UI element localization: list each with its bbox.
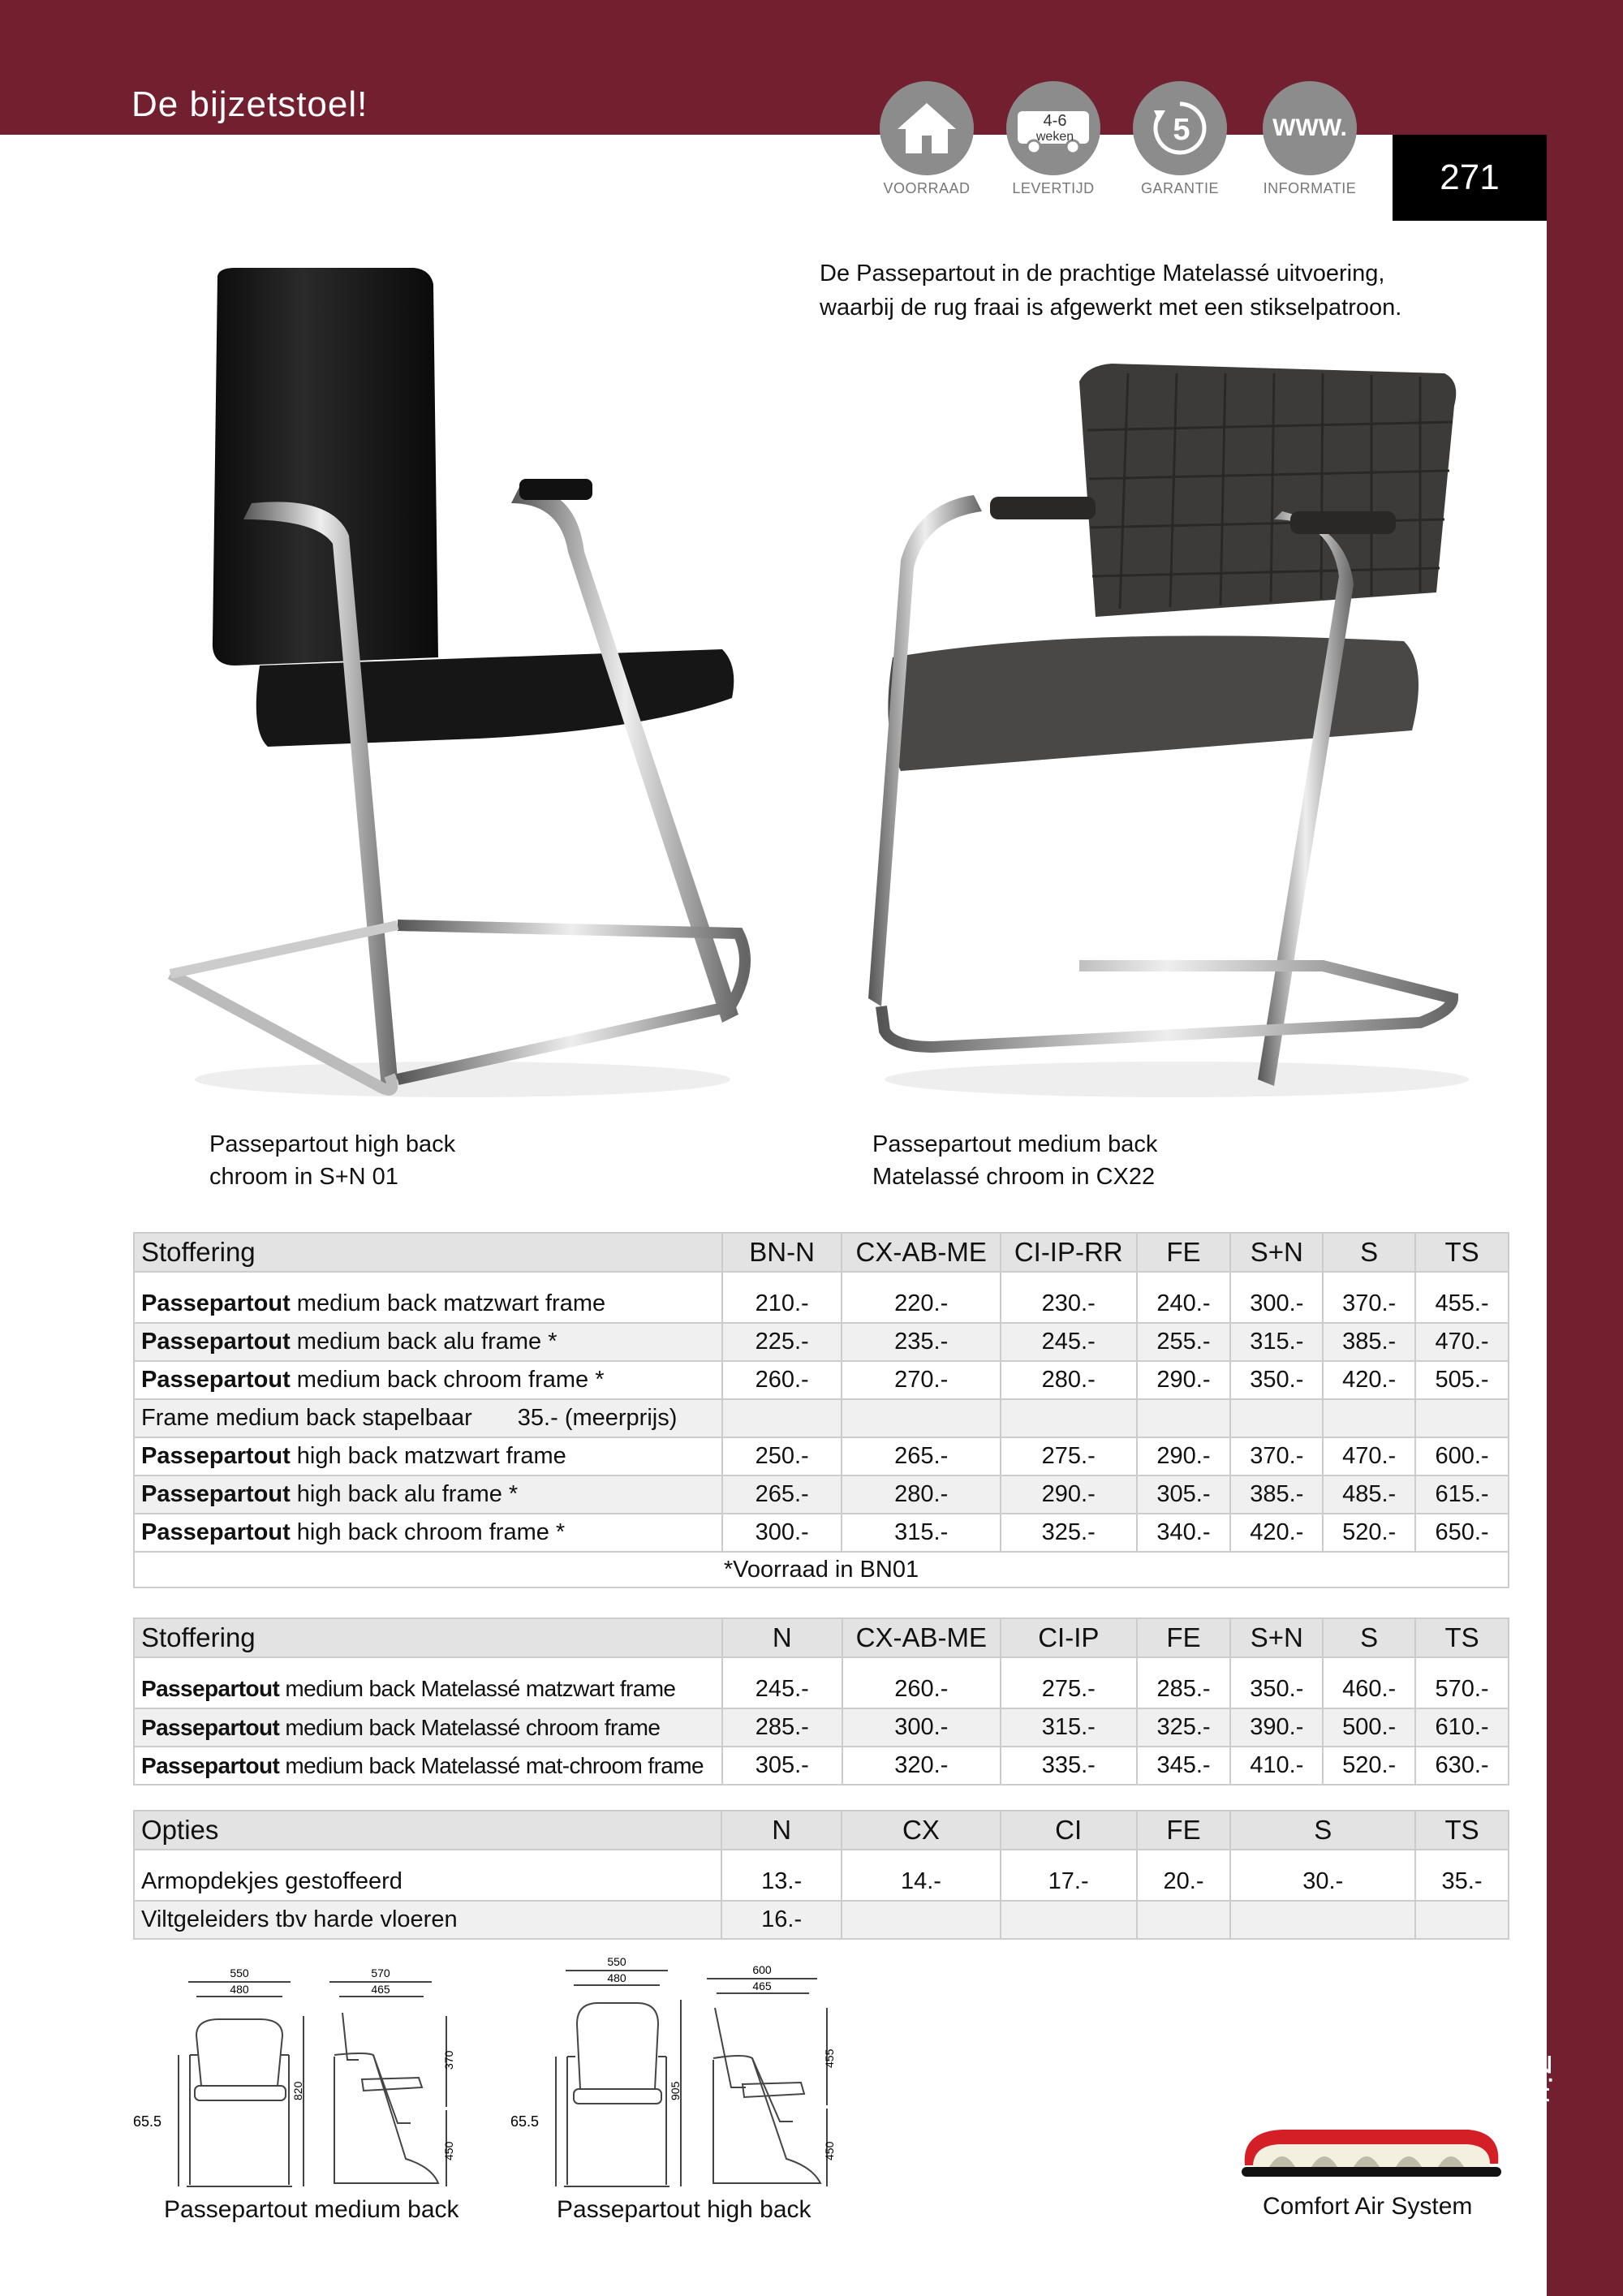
price-cell: 300.-	[722, 1514, 842, 1552]
row-label	[134, 1323, 722, 1361]
table-row	[134, 1708, 1509, 1747]
table-row	[134, 1323, 1509, 1361]
row-label	[134, 1708, 722, 1747]
price-cell: 615.-	[1415, 1475, 1509, 1514]
page-number: 271	[1393, 135, 1547, 221]
table-header-cell: TS	[1415, 1233, 1509, 1272]
price-cell	[1415, 1901, 1509, 1939]
price-cell	[842, 1399, 1000, 1437]
house-icon	[880, 81, 974, 175]
price-cell: 290.-	[1137, 1361, 1231, 1399]
row-label-description: medium back Matelassé matzwart frame	[279, 1676, 676, 1701]
badge-label-voorraad: VOORRAAD	[883, 180, 971, 196]
price-cell: 420.-	[1230, 1514, 1323, 1552]
price-cell: 255.-	[1137, 1323, 1231, 1361]
dim-side-inner: 465	[752, 1979, 772, 1992]
table-header-cell: N	[721, 1811, 842, 1850]
dim-seat-height: 450	[823, 2141, 836, 2160]
price-cell: 300.-	[1230, 1285, 1323, 1323]
price-cell: 265.-	[722, 1475, 842, 1514]
www-icon	[1263, 81, 1357, 175]
price-cell: 520.-	[1323, 1514, 1415, 1552]
row-label-description: medium back Matelassé mat-chroom frame	[279, 1752, 704, 1778]
price-cell: 240.-	[1137, 1285, 1231, 1323]
options-table	[133, 1810, 1509, 1940]
price-cell: 630.-	[1415, 1747, 1509, 1785]
table-row	[134, 1361, 1509, 1399]
dim-front-inner: 480	[607, 1971, 626, 1984]
price-cell: 500.-	[1323, 1708, 1415, 1747]
caption-medium-back-line-2: Matelassé chroom in CX22	[872, 1164, 1156, 1190]
caption-high-back-line-1: Passepartout high back	[209, 1131, 456, 1157]
page-title: De bijzetstoel!	[131, 84, 368, 124]
price-cell	[1001, 1901, 1137, 1939]
price-cell: 370.-	[1230, 1437, 1323, 1475]
table-header-cell: Stoffering	[134, 1233, 722, 1272]
price-cell: 245.-	[1001, 1323, 1137, 1361]
truck-weeks-unit: weken	[1035, 130, 1074, 144]
table-row	[134, 1399, 1509, 1437]
row-label-description: medium back matzwart frame	[290, 1290, 606, 1316]
row-label-product: Passepartout	[141, 1367, 291, 1393]
price-cell: 305.-	[1137, 1475, 1231, 1514]
table-header-cell: S+N	[1230, 1618, 1323, 1657]
caption-medium-back-line-1: Passepartout medium back	[872, 1131, 1158, 1157]
row-label	[134, 1670, 722, 1708]
table-row	[134, 1670, 1509, 1708]
dimension-diagram-high-back	[507, 1954, 848, 2191]
table-header-cell: TS	[1415, 1811, 1509, 1850]
price-cell: 455.-	[1415, 1285, 1509, 1323]
intro-line-2: waarbij de rug fraai is afgewerkt met een stikselpatroon.	[820, 295, 1402, 321]
row-label-product: Passepartout	[141, 1752, 280, 1778]
caption-medium-back	[872, 1128, 1157, 1193]
dim-side-outer: 570	[371, 1966, 390, 1979]
table-row	[134, 1514, 1509, 1552]
price-cell: 16.-	[721, 1901, 842, 1939]
price-cell: 420.-	[1323, 1361, 1415, 1399]
price-cell: 17.-	[1001, 1863, 1137, 1901]
price-cell: 260.-	[842, 1670, 1001, 1708]
price-cell: 280.-	[842, 1475, 1000, 1514]
price-cell: 470.-	[1415, 1323, 1509, 1361]
www-text: WWW.	[1272, 114, 1347, 141]
price-cell: 370.-	[1323, 1285, 1415, 1323]
dimension-diagram-medium-back	[130, 1964, 471, 2191]
price-cell: 30.-	[1230, 1863, 1415, 1901]
side-bar	[1547, 135, 1623, 2296]
price-cell	[722, 1399, 842, 1437]
price-cell	[1137, 1901, 1231, 1939]
price-cell: 315.-	[1001, 1708, 1137, 1747]
price-table-standard	[133, 1232, 1509, 1588]
table-header-row	[134, 1233, 1509, 1272]
price-cell: 290.-	[1001, 1475, 1137, 1514]
price-cell: 410.-	[1230, 1747, 1323, 1785]
price-cell: 350.-	[1230, 1670, 1323, 1708]
caption-high-back	[209, 1128, 455, 1193]
price-cell: 345.-	[1137, 1747, 1231, 1785]
price-cell: 245.-	[722, 1670, 842, 1708]
row-label	[134, 1285, 722, 1323]
row-label	[134, 1399, 722, 1437]
row-label-product: Passepartout	[141, 1329, 291, 1355]
row-label-product: Passepartout	[141, 1443, 291, 1469]
row-label	[134, 1437, 722, 1475]
table-header-cell: Opties	[134, 1811, 721, 1850]
intro-line-1: De Passepartout in de prachtige Matelassé uitvoering,	[820, 261, 1385, 286]
price-table-matelasse	[133, 1618, 1509, 1786]
price-cell: 235.-	[842, 1323, 1000, 1361]
dim-seat-height: 450	[442, 2141, 455, 2160]
row-label: Armopdekjes gestoffeerd	[134, 1863, 721, 1901]
table-header-cell: CX-AB-ME	[842, 1618, 1001, 1657]
price-cell: 305.-	[722, 1747, 842, 1785]
table-header-cell: CI-IP	[1001, 1618, 1137, 1657]
diagram-caption-medium-back: Passepartout medium back	[164, 2196, 459, 2223]
row-label-extra-price: 35.- (meerprijs)	[517, 1405, 678, 1431]
price-cell: 570.-	[1415, 1670, 1509, 1708]
price-cell	[1323, 1399, 1415, 1437]
row-label	[134, 1747, 722, 1785]
price-cell: 325.-	[1001, 1514, 1137, 1552]
price-cell: 270.-	[842, 1361, 1000, 1399]
table-note: *Voorraad in BN01	[134, 1552, 1509, 1587]
table-row	[134, 1475, 1509, 1514]
price-cell: 14.-	[842, 1863, 1001, 1901]
guarantee-5-icon	[1133, 81, 1227, 175]
intro-text	[820, 256, 1485, 325]
price-cell: 260.-	[722, 1361, 842, 1399]
price-cell: 280.-	[1001, 1361, 1137, 1399]
dim-front-outer: 550	[230, 1966, 249, 1979]
dim-back-height: 370	[442, 2050, 455, 2070]
price-cell: 340.-	[1137, 1514, 1231, 1552]
row-label-description: high back chroom frame *	[290, 1519, 566, 1545]
price-cell	[842, 1901, 1001, 1939]
table-header-row	[134, 1618, 1509, 1657]
price-cell: 300.-	[842, 1708, 1001, 1747]
price-cell: 320.-	[842, 1747, 1001, 1785]
price-cell: 290.-	[1137, 1437, 1231, 1475]
price-cell: 485.-	[1323, 1475, 1415, 1514]
dim-total-height: 820	[291, 2081, 304, 2100]
row-label-description: high back matzwart frame	[290, 1443, 566, 1469]
dim-front-inner: 480	[230, 1983, 249, 1996]
price-cell: 275.-	[1001, 1670, 1137, 1708]
side-label: Zitten	[1518, 2053, 1558, 2148]
table-header-cell: S+N	[1230, 1233, 1323, 1272]
price-cell: 600.-	[1415, 1437, 1509, 1475]
table-header-cell: FE	[1137, 1618, 1231, 1657]
price-cell: 210.-	[722, 1285, 842, 1323]
table-header-cell: S	[1323, 1233, 1415, 1272]
row-label-description: medium back Matelassé chroom frame	[279, 1714, 661, 1740]
chair-photo-high-back	[154, 260, 771, 1120]
table-header-cell: CX	[842, 1811, 1001, 1850]
comfort-caption: Comfort Air System	[1263, 2193, 1473, 2220]
table-header-cell: CI-IP-RR	[1001, 1233, 1137, 1272]
dim-side-inner: 465	[371, 1983, 390, 1996]
dim-total-height: 905	[669, 2081, 682, 2100]
price-cell: 470.-	[1323, 1437, 1415, 1475]
price-cell: 250.-	[722, 1437, 842, 1475]
badge-label-levertijd: LEVERTIJD	[1012, 180, 1095, 196]
table-header-cell: BN-N	[722, 1233, 842, 1272]
dim-back-height: 455	[823, 2048, 836, 2068]
table-row	[134, 1901, 1509, 1939]
diagram-caption-high-back: Passepartout high back	[557, 2196, 812, 2223]
comfort-air-system-icon	[1233, 2118, 1509, 2186]
price-cell	[1137, 1399, 1231, 1437]
dim-arm-height: 65.5	[510, 2113, 540, 2130]
row-label	[134, 1475, 722, 1514]
dim-front-outer: 550	[607, 1955, 626, 1968]
price-cell	[1230, 1399, 1323, 1437]
price-cell: 610.-	[1415, 1708, 1509, 1747]
guarantee-number: 5	[1173, 113, 1190, 147]
price-cell: 385.-	[1323, 1323, 1415, 1361]
row-label-product: Passepartout	[141, 1481, 291, 1507]
table-header-cell: FE	[1137, 1811, 1231, 1850]
badge-label-informatie: INFORMATIE	[1263, 180, 1357, 196]
price-cell: 285.-	[722, 1708, 842, 1747]
price-cell: 20.-	[1137, 1863, 1231, 1901]
price-cell: 225.-	[722, 1323, 842, 1361]
price-cell: 520.-	[1323, 1747, 1415, 1785]
row-label	[134, 1514, 722, 1552]
row-label-description: Frame medium back stapelbaar	[141, 1405, 472, 1431]
dim-arm-height: 65.5	[133, 2113, 162, 2130]
chair-photo-medium-back	[836, 349, 1501, 1120]
price-cell: 285.-	[1137, 1670, 1231, 1708]
price-cell: 315.-	[1230, 1323, 1323, 1361]
table-header-cell: CX-AB-ME	[842, 1233, 1000, 1272]
price-cell	[1001, 1399, 1137, 1437]
price-cell: 325.-	[1137, 1708, 1231, 1747]
table-row	[134, 1863, 1509, 1901]
price-cell: 265.-	[842, 1437, 1000, 1475]
row-label-product: Passepartout	[141, 1519, 291, 1545]
table-header-cell: N	[722, 1618, 842, 1657]
caption-high-back-line-2: chroom in S+N 01	[209, 1164, 398, 1190]
price-cell: 385.-	[1230, 1475, 1323, 1514]
row-label: Viltgeleiders tbv harde vloeren	[134, 1901, 721, 1939]
price-cell: 335.-	[1001, 1747, 1137, 1785]
row-label-description: medium back alu frame *	[290, 1329, 558, 1355]
truck-weeks-number: 4-6	[1043, 112, 1067, 130]
price-cell: 220.-	[842, 1285, 1000, 1323]
price-cell	[1230, 1901, 1415, 1939]
table-header-cell: S	[1323, 1618, 1415, 1657]
price-cell: 650.-	[1415, 1514, 1509, 1552]
dim-side-outer: 600	[752, 1963, 772, 1976]
row-label-product: Passepartout	[141, 1714, 280, 1740]
price-cell	[1415, 1399, 1509, 1437]
price-cell: 275.-	[1001, 1437, 1137, 1475]
row-label-product: Passepartout	[141, 1676, 280, 1701]
table-header-cell: Stoffering	[134, 1618, 722, 1657]
table-header-cell: S	[1230, 1811, 1415, 1850]
price-cell: 390.-	[1230, 1708, 1323, 1747]
table-header-cell: CI	[1001, 1811, 1137, 1850]
row-label	[134, 1361, 722, 1399]
table-header-cell: FE	[1137, 1233, 1231, 1272]
price-cell: 460.-	[1323, 1670, 1415, 1708]
row-label-description: medium back chroom frame *	[290, 1367, 605, 1393]
row-label-description: high back alu frame *	[290, 1481, 519, 1507]
price-cell: 315.-	[842, 1514, 1000, 1552]
price-cell: 35.-	[1415, 1863, 1509, 1901]
table-row	[134, 1437, 1509, 1475]
price-cell: 350.-	[1230, 1361, 1323, 1399]
truck-icon	[1006, 81, 1100, 175]
price-cell: 13.-	[721, 1863, 842, 1901]
table-row	[134, 1285, 1509, 1323]
table-header-row	[134, 1811, 1509, 1850]
table-row	[134, 1747, 1509, 1785]
badge-label-garantie: GARANTIE	[1140, 180, 1219, 196]
row-label-product: Passepartout	[141, 1290, 291, 1316]
price-cell: 505.-	[1415, 1361, 1509, 1399]
table-header-cell: TS	[1415, 1618, 1509, 1657]
price-cell: 230.-	[1001, 1285, 1137, 1323]
